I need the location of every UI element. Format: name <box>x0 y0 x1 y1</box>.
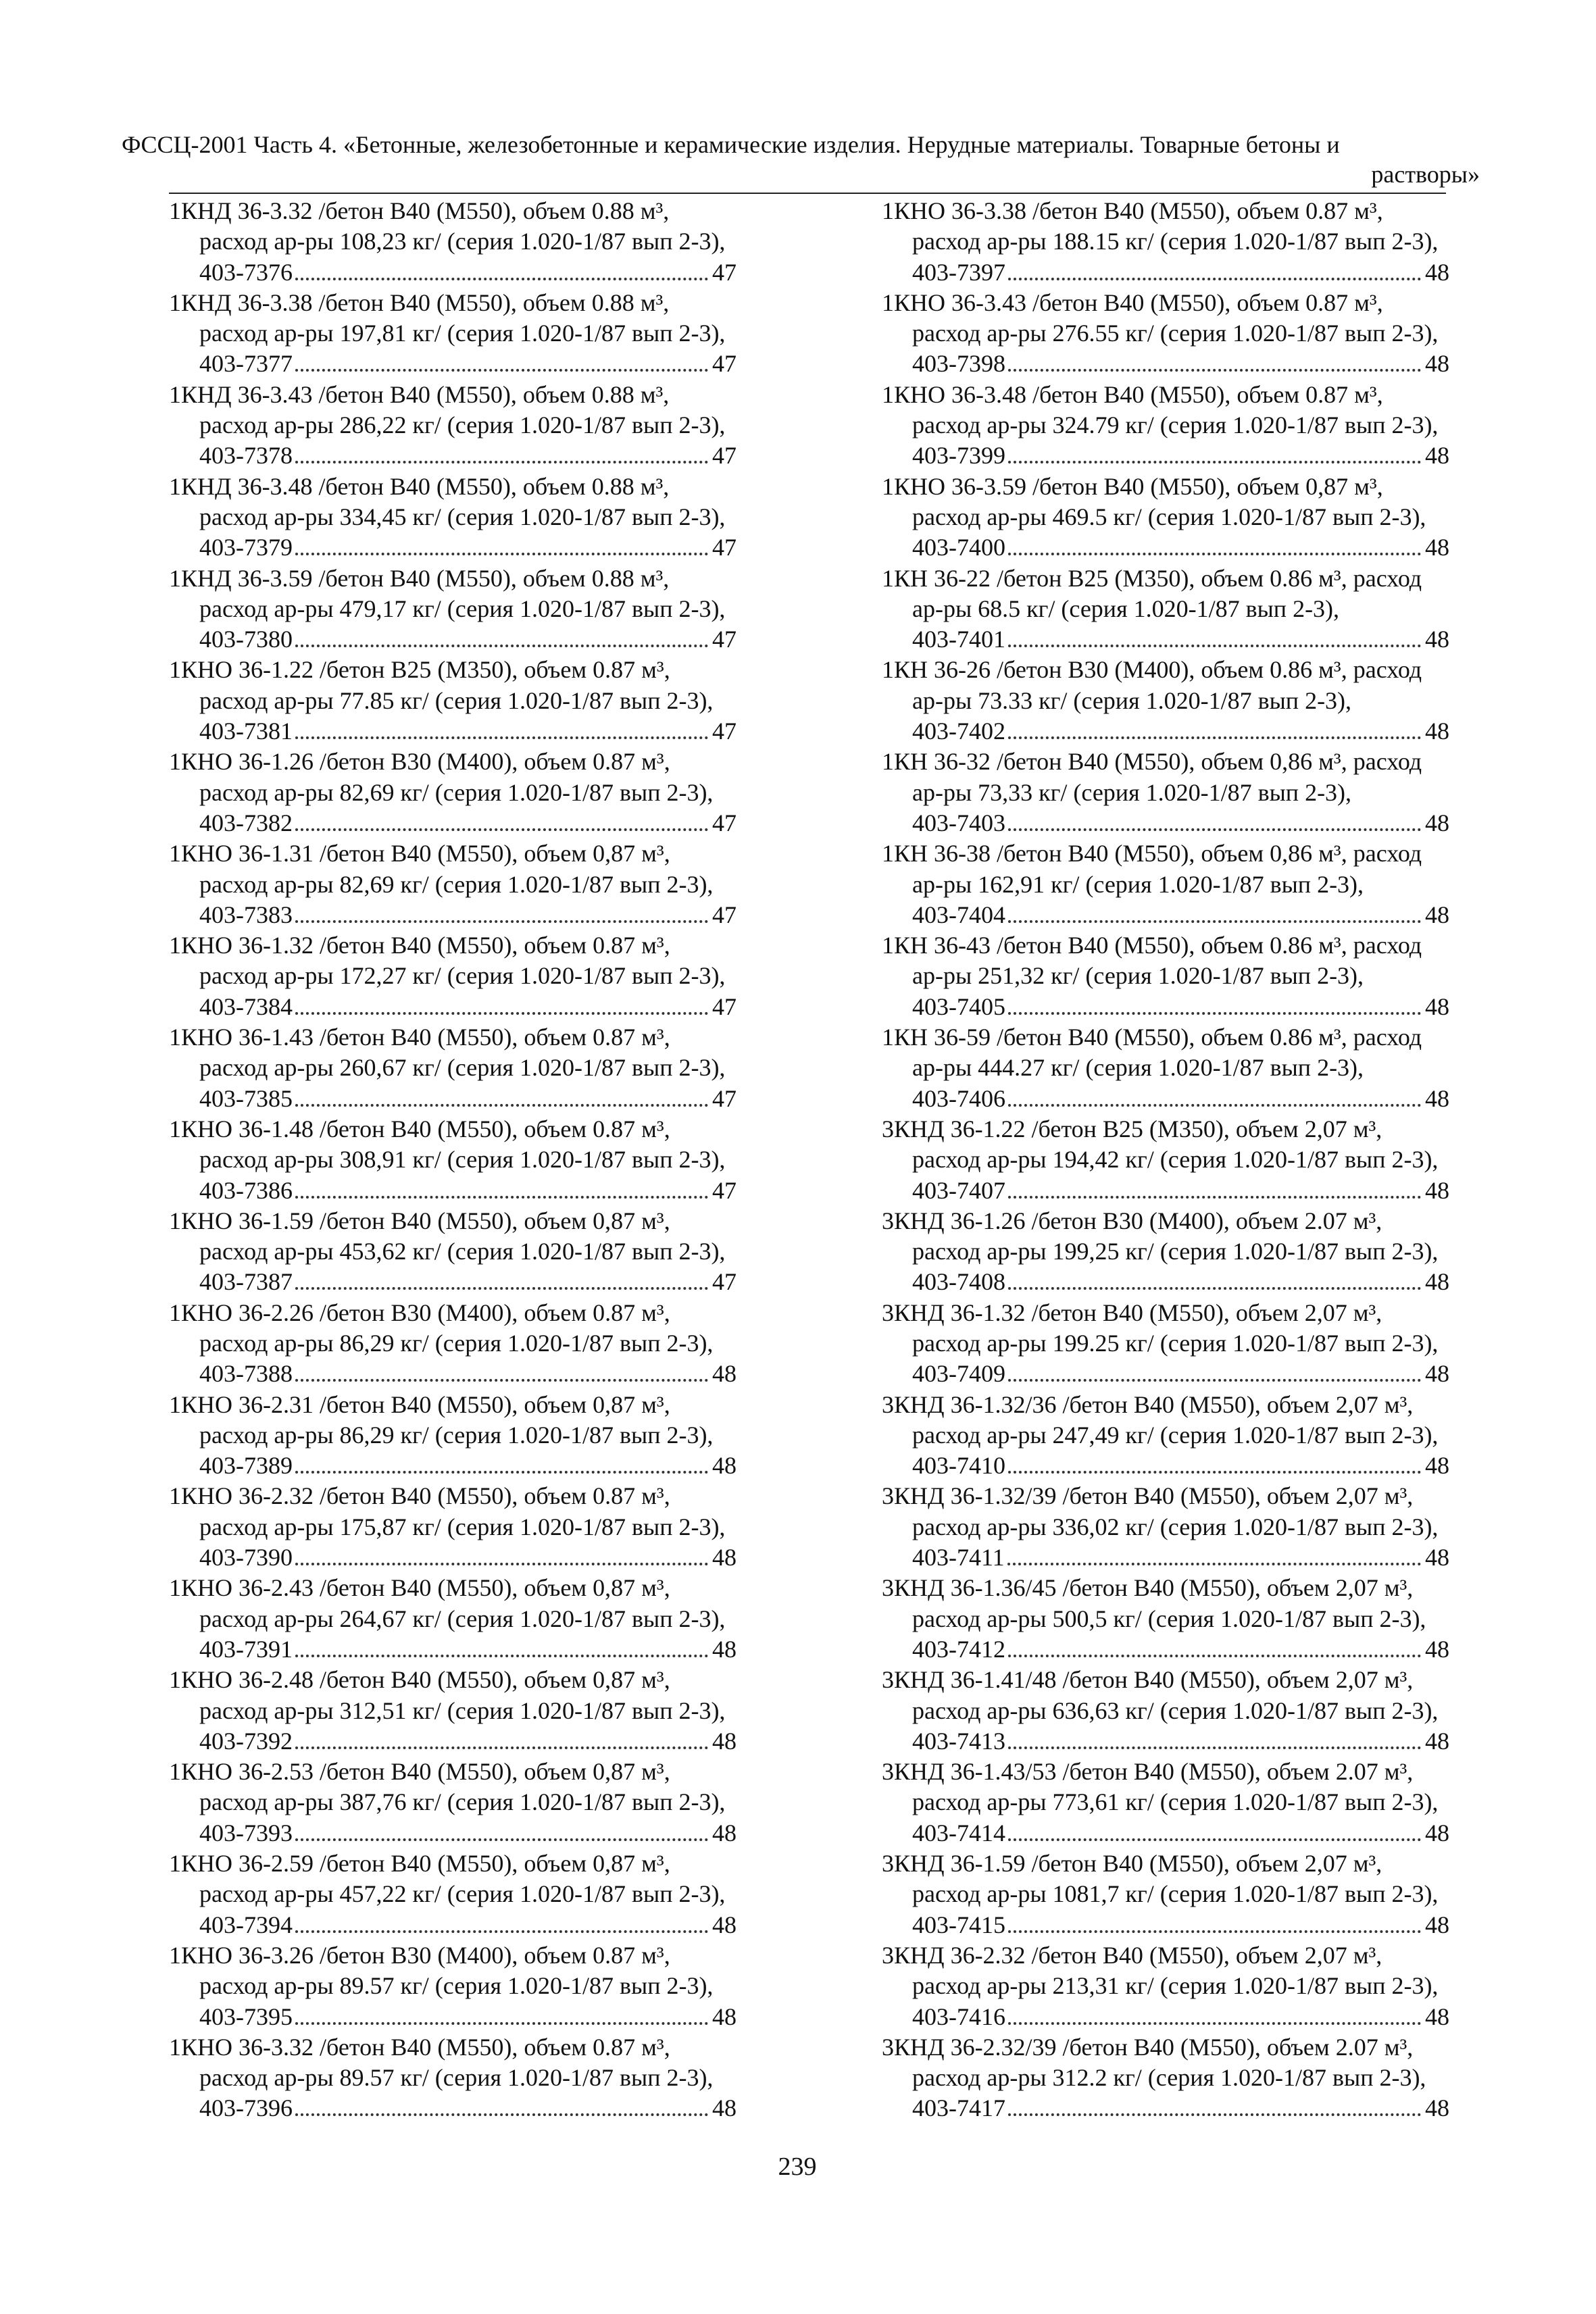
entry-description: 1КНД 36-3.32 /бетон В40 (М550), объем 0.88 м³, расход ар-ры 108,23 кг/ (серия 1.020-1/87 вып 2-3), <box>169 197 726 255</box>
entry-description: 3КНД 36-1.43/53 /бетон В40 (М550), объем 2.07 м³, расход ар-ры 773,61 кг/ (серия 1.020-1/87 вып 2-3), <box>882 1758 1439 1816</box>
header-title-line-1: ФССЦ-2001 Часть 4. «Бетонные, железобетонные и керамические изделия. Нерудные материалы. Товарные бетоны и <box>122 131 1340 158</box>
entry-description: 1КНО 36-1.31 /бетон В40 (М550), объем 0,87 м³, расход ар-ры 82,69 кг/ (серия 1.020-1/87 вып 2-3), <box>169 840 714 898</box>
entry-code: 403-7390 <box>199 1544 293 1571</box>
entry-description: 1КНО 36-1.32 /бетон В40 (М550), объем 0.87 м³, расход ар-ры 172,27 кг/ (серия 1.020-1/87 вып 2-3), <box>169 932 726 990</box>
dot-leader <box>295 1287 708 1290</box>
entry-reference-line <box>882 532 1449 563</box>
entry-reference-line <box>169 257 737 288</box>
entry-code: 403-7397 <box>912 258 1005 286</box>
entry-code: 403-7394 <box>199 1911 293 1938</box>
entry-page-ref: 47 <box>712 1176 737 1204</box>
entry-reference-line <box>169 2093 737 2123</box>
entry-reference-line <box>169 1084 737 1114</box>
index-entry <box>169 472 737 563</box>
entry-code: 403-7404 <box>912 901 1005 928</box>
entry-code: 403-7403 <box>912 809 1005 836</box>
entry-page-ref: 48 <box>712 1635 737 1663</box>
entry-code: 403-7416 <box>912 2003 1005 2030</box>
header-rule <box>169 193 1446 194</box>
entry-reference-line <box>882 992 1449 1022</box>
entry-code: 403-7412 <box>912 1635 1005 1663</box>
index-entry <box>169 288 737 380</box>
entry-description: 3КНД 36-1.59 /бетон В40 (М550), объем 2,07 м³, расход ар-ры 1081,7 кг/ (серия 1.020-1/87 вып 2-3), <box>882 1850 1439 1908</box>
dot-leader <box>1008 828 1421 831</box>
entry-reference-line <box>169 624 737 655</box>
entry-code: 403-7382 <box>199 809 293 836</box>
dot-leader <box>1008 461 1421 463</box>
entry-code: 403-7398 <box>912 350 1005 378</box>
entry-page-ref: 48 <box>1425 442 1449 470</box>
entry-reference-line <box>169 1267 737 1297</box>
entry-reference-line <box>882 624 1449 655</box>
entry-page-ref: 47 <box>712 534 737 561</box>
entry-description: 1КНД 36-3.59 /бетон В40 (М550), объем 0.88 м³, расход ар-ры 479,17 кг/ (серия 1.020-1/87 вып 2-3), <box>169 564 726 622</box>
index-entry <box>882 2032 1449 2124</box>
entry-reference-line <box>882 1451 1449 1481</box>
entry-page-ref: 47 <box>712 992 737 1020</box>
entry-code: 403-7385 <box>199 1084 293 1112</box>
dot-leader <box>1008 1196 1421 1199</box>
entry-reference-line <box>882 1818 1449 1848</box>
entry-reference-line <box>882 441 1449 471</box>
entry-description: 1КНО 36-2.31 /бетон В40 (М550), объем 0,87 м³, расход ар-ры 86,29 кг/ (серия 1.020-1/87 вып 2-3), <box>169 1390 714 1449</box>
entry-reference-line <box>169 1818 737 1848</box>
entry-code: 403-7395 <box>199 2003 293 2030</box>
dot-leader <box>295 1196 708 1199</box>
entry-page-ref: 47 <box>712 1268 737 1296</box>
dot-leader <box>1008 1838 1421 1841</box>
index-entry <box>169 1848 737 1940</box>
dot-leader <box>295 1012 708 1015</box>
entry-description: 3КНД 36-1.32/36 /бетон В40 (М550), объем 2,07 м³, расход ар-ры 247,49 кг/ (серия 1.020-1/87 вып 2-3), <box>882 1390 1439 1449</box>
dot-leader <box>295 1746 708 1749</box>
entry-reference-line <box>169 1176 737 1206</box>
index-entry <box>169 1940 737 2032</box>
index-entry <box>169 1206 737 1298</box>
entry-description: 1КНД 36-3.48 /бетон В40 (М550), объем 0.88 м³, расход ар-ры 334,45 кг/ (серия 1.020-1/87 вып 2-3), <box>169 472 726 530</box>
index-entry <box>882 1665 1449 1757</box>
entry-reference-line <box>169 1359 737 1389</box>
entry-code: 403-7381 <box>199 718 293 745</box>
entry-code: 403-7380 <box>199 626 293 653</box>
dot-leader <box>295 736 708 739</box>
index-entry <box>169 1114 737 1206</box>
dot-leader <box>295 278 708 280</box>
index-entry <box>169 747 737 838</box>
entry-page-ref: 47 <box>712 809 737 836</box>
entry-code: 403-7386 <box>199 1176 293 1204</box>
index-entry <box>882 288 1449 380</box>
entry-page-ref: 48 <box>1425 809 1449 836</box>
entry-reference-line <box>882 2002 1449 2032</box>
dot-leader <box>1008 1930 1421 1933</box>
entry-reference-line <box>882 1084 1449 1114</box>
entry-code: 403-7396 <box>199 2094 293 2122</box>
index-entry <box>169 1481 737 1573</box>
index-entry <box>169 838 737 930</box>
entry-description: 1КН 36-22 /бетон В25 (М350), объем 0.86 м³, расход ар-ры 68.5 кг/ (серия 1.020-1/87 вып 2-3), <box>882 564 1422 622</box>
dot-leader <box>1008 2022 1421 2025</box>
entry-description: 1КНД 36-3.38 /бетон В40 (М550), объем 0.88 м³, расход ар-ры 197,81 кг/ (серия 1.020-1/87 вып 2-3), <box>169 288 726 347</box>
index-entry <box>882 838 1449 930</box>
entry-reference-line <box>882 716 1449 747</box>
entry-reference-line <box>882 1176 1449 1206</box>
dot-leader <box>1008 1104 1421 1107</box>
entry-code: 403-7411 <box>912 1544 1005 1571</box>
entry-code: 403-7407 <box>912 1176 1005 1204</box>
index-entry <box>882 1940 1449 2032</box>
index-entry <box>882 1390 1449 1482</box>
dot-leader <box>1008 920 1421 923</box>
entry-description: 1КНО 36-3.43 /бетон В40 (М550), объем 0.87 м³, расход ар-ры 276.55 кг/ (серия 1.020-1/87 вып 2-3), <box>882 288 1439 347</box>
entry-description: 1КН 36-43 /бетон В40 (М550), объем 0.86 м³, расход ар-ры 251,32 кг/ (серия 1.020-1/87 вып 2-3), <box>882 932 1422 990</box>
entry-page-ref: 48 <box>1425 258 1449 286</box>
entry-description: 1КНО 36-3.48 /бетон В40 (М550), объем 0.87 м³, расход ар-ры 324.79 кг/ (серия 1.020-1/87 вып 2-3), <box>882 380 1439 439</box>
entry-page-ref: 48 <box>712 2094 737 2122</box>
index-entry <box>882 1298 1449 1390</box>
entry-code: 403-7417 <box>912 2094 1005 2122</box>
entry-code: 403-7414 <box>912 1819 1005 1846</box>
entry-page-ref: 48 <box>1425 350 1449 378</box>
index-entry <box>169 930 737 1022</box>
entry-page-ref: 47 <box>712 258 737 286</box>
entry-page-ref: 48 <box>1425 626 1449 653</box>
entry-description: 1КНО 36-3.38 /бетон В40 (М550), объем 0.87 м³, расход ар-ры 188.15 кг/ (серия 1.020-1/87 вып 2-3), <box>882 197 1439 255</box>
entry-code: 403-7409 <box>912 1360 1005 1388</box>
entry-code: 403-7379 <box>199 534 293 561</box>
entry-page-ref: 48 <box>712 1911 737 1938</box>
entry-page-ref: 48 <box>1425 1176 1449 1204</box>
entry-page-ref: 48 <box>1425 1635 1449 1663</box>
dot-leader <box>295 553 708 555</box>
index-entry <box>882 1848 1449 1940</box>
entry-description: 1КНО 36-2.53 /бетон В40 (М550), объем 0,87 м³, расход ар-ры 387,76 кг/ (серия 1.020-1/87 вып 2-3), <box>169 1758 726 1816</box>
entry-code: 403-7402 <box>912 718 1005 745</box>
index-entry <box>169 1390 737 1482</box>
entry-page-ref: 47 <box>712 1084 737 1112</box>
entry-description: 1КНО 36-1.26 /бетон В30 (М400), объем 0.87 м³, расход ар-ры 82,69 кг/ (серия 1.020-1/87 вып 2-3), <box>169 748 714 806</box>
entry-page-ref: 48 <box>1425 1268 1449 1296</box>
entry-page-ref: 47 <box>712 350 737 378</box>
entry-description: 1КНО 36-3.59 /бетон В40 (М550), объем 0,87 м³, расход ар-ры 469.5 кг/ (серия 1.020-1/87 вып 2-3), <box>882 472 1426 530</box>
dot-leader <box>295 2022 708 2025</box>
entry-page-ref: 48 <box>1425 1727 1449 1755</box>
entry-reference-line <box>882 349 1449 379</box>
entry-reference-line <box>882 1542 1449 1573</box>
entry-description: 3КНД 36-2.32 /бетон В40 (М550), объем 2,07 м³, расход ар-ры 213,31 кг/ (серия 1.020-1/87 вып 2-3), <box>882 1941 1439 2000</box>
dot-leader <box>295 461 708 463</box>
entry-reference-line <box>882 1634 1449 1665</box>
entry-page-ref: 48 <box>1425 901 1449 928</box>
index-entry <box>882 1114 1449 1206</box>
index-entry <box>882 1573 1449 1665</box>
index-entry <box>882 1206 1449 1298</box>
index-entry <box>882 1757 1449 1848</box>
entry-description: 3КНД 36-1.26 /бетон В30 (М400), объем 2.07 м³, расход ар-ры 199,25 кг/ (серия 1.020-1/87 вып 2-3), <box>882 1207 1439 1265</box>
entry-reference-line <box>882 257 1449 288</box>
entry-description: 1КНО 36-1.22 /бетон В25 (М350), объем 0.87 м³, расход ар-ры 77.85 кг/ (серия 1.020-1/87 вып 2-3), <box>169 656 714 714</box>
entry-code: 403-7400 <box>912 534 1005 561</box>
dot-leader <box>295 1930 708 1933</box>
index-entry <box>169 563 737 655</box>
dot-leader <box>295 920 708 923</box>
entry-code: 403-7378 <box>199 442 293 470</box>
dot-leader <box>1008 1012 1421 1015</box>
dot-leader <box>295 369 708 372</box>
index-entry <box>882 472 1449 563</box>
index-entry <box>169 1665 737 1757</box>
entry-description: 1КНО 36-2.43 /бетон В40 (М550), объем 0,87 м³, расход ар-ры 264,67 кг/ (серия 1.020-1/87 вып 2-3), <box>169 1574 726 1632</box>
entry-reference-line <box>169 1634 737 1665</box>
entry-page-ref: 48 <box>1425 2094 1449 2122</box>
index-entry <box>882 563 1449 655</box>
entry-description: 3КНД 36-1.32/39 /бетон В40 (М550), объем 2,07 м³, расход ар-ры 336,02 кг/ (серия 1.020-1/87 вып 2-3), <box>882 1482 1439 1540</box>
entry-reference-line <box>169 900 737 930</box>
entry-code: 403-7392 <box>199 1727 293 1755</box>
entry-reference-line <box>169 1542 737 1573</box>
entry-code: 403-7406 <box>912 1084 1005 1112</box>
dot-leader <box>295 828 708 831</box>
entry-reference-line <box>169 1726 737 1757</box>
entry-description: 1КНО 36-2.32 /бетон В40 (М550), объем 0.87 м³, расход ар-ры 175,87 кг/ (серия 1.020-1/87 вып 2-3), <box>169 1482 726 1540</box>
entry-reference-line <box>882 808 1449 838</box>
index-entry <box>169 1298 737 1390</box>
index-entry <box>169 1757 737 1848</box>
entry-description: 1КНО 36-1.43 /бетон В40 (М550), объем 0.87 м³, расход ар-ры 260,67 кг/ (серия 1.020-1/87 вып 2-3), <box>169 1024 726 1082</box>
entry-reference-line <box>169 1910 737 1940</box>
entry-description: 1КН 36-26 /бетон В30 (М400), объем 0.86 м³, расход ар-ры 73.33 кг/ (серия 1.020-1/87 вып 2-3), <box>882 656 1422 714</box>
index-entry <box>882 196 1449 288</box>
index-entry <box>169 1573 737 1665</box>
entry-code: 403-7387 <box>199 1268 293 1296</box>
entry-reference-line <box>882 1267 1449 1297</box>
entry-code: 403-7384 <box>199 992 293 1020</box>
dot-leader <box>1008 278 1421 280</box>
dot-leader <box>1008 1379 1421 1382</box>
index-entry <box>169 380 737 472</box>
entry-page-ref: 48 <box>712 1360 737 1388</box>
entry-page-ref: 48 <box>712 1544 737 1571</box>
entry-page-ref: 48 <box>1425 1084 1449 1112</box>
entry-code: 403-7376 <box>199 258 293 286</box>
entry-code: 403-7413 <box>912 1727 1005 1755</box>
dot-leader <box>1008 553 1421 555</box>
dot-leader <box>295 1471 708 1474</box>
index-entry <box>169 655 737 747</box>
entry-page-ref: 47 <box>712 626 737 653</box>
entry-page-ref: 48 <box>1425 1911 1449 1938</box>
entry-page-ref: 48 <box>712 1819 737 1846</box>
index-entry <box>169 1022 737 1114</box>
page-number: 239 <box>778 2153 817 2181</box>
entry-page-ref: 48 <box>712 2003 737 2030</box>
entry-description: 3КНД 36-1.22 /бетон В25 (М350), объем 2,07 м³, расход ар-ры 194,42 кг/ (серия 1.020-1/87 вып 2-3), <box>882 1115 1439 1174</box>
dot-leader <box>295 1379 708 1382</box>
entry-reference-line <box>882 1910 1449 1940</box>
entry-page-ref: 47 <box>712 442 737 470</box>
header-title-line-2: растворы» <box>1371 161 1480 188</box>
entry-code: 403-7391 <box>199 1635 293 1663</box>
entry-code: 403-7389 <box>199 1452 293 1480</box>
entry-code: 403-7383 <box>199 901 293 928</box>
entry-description: 3КНД 36-2.32/39 /бетон В40 (М550), объем 2.07 м³, расход ар-ры 312.2 кг/ (серия 1.020-1/87 вып 2-3), <box>882 2033 1426 2092</box>
index-entry <box>882 1022 1449 1114</box>
entry-description: 3КНД 36-1.36/45 /бетон В40 (М550), объем 2,07 м³, расход ар-ры 500,5 кг/ (серия 1.020-1/87 вып 2-3), <box>882 1574 1426 1632</box>
entry-description: 1КНО 36-3.26 /бетон В30 (М400), объем 0.87 м³, расход ар-ры 89.57 кг/ (серия 1.020-1/87 вып 2-3), <box>169 1941 714 2000</box>
dot-leader <box>295 645 708 647</box>
dot-leader <box>1008 645 1421 647</box>
dot-leader <box>1008 369 1421 372</box>
entry-code: 403-7410 <box>912 1452 1005 1480</box>
entry-page-ref: 48 <box>1425 992 1449 1020</box>
entry-page-ref: 48 <box>1425 1452 1449 1480</box>
entry-code: 403-7393 <box>199 1819 293 1846</box>
index-column-right <box>882 196 1449 2124</box>
entry-page-ref: 48 <box>712 1727 737 1755</box>
entry-reference-line <box>169 808 737 838</box>
dot-leader <box>295 1655 708 1657</box>
dot-leader <box>1008 1471 1421 1474</box>
entry-code: 403-7405 <box>912 992 1005 1020</box>
entry-reference-line <box>169 1451 737 1481</box>
entry-reference-line <box>169 349 737 379</box>
entry-page-ref: 48 <box>1425 1819 1449 1846</box>
entry-reference-line <box>169 992 737 1022</box>
entry-reference-line <box>882 900 1449 930</box>
entry-reference-line <box>882 1726 1449 1757</box>
entry-page-ref: 48 <box>712 1452 737 1480</box>
index-entry <box>882 1481 1449 1573</box>
entry-description: 1КНО 36-1.48 /бетон В40 (М550), объем 0.87 м³, расход ар-ры 308,91 кг/ (серия 1.020-1/87 вып 2-3), <box>169 1115 726 1174</box>
entry-reference-line <box>882 1359 1449 1389</box>
index-column-left <box>169 196 737 2124</box>
index-entry <box>169 196 737 288</box>
entry-description: 1КНО 36-1.59 /бетон В40 (М550), объем 0,87 м³, расход ар-ры 453,62 кг/ (серия 1.020-1/87 вып 2-3), <box>169 1207 726 1265</box>
entry-code: 403-7415 <box>912 1911 1005 1938</box>
dot-leader <box>1008 1287 1421 1290</box>
index-entry <box>882 380 1449 472</box>
entry-description: 1КНО 36-2.48 /бетон В40 (М550), объем 0,87 м³, расход ар-ры 312,51 кг/ (серия 1.020-1/87 вып 2-3), <box>169 1666 726 1724</box>
entry-reference-line <box>882 2093 1449 2123</box>
entry-description: 3КНД 36-1.32 /бетон В40 (М550), объем 2,07 м³, расход ар-ры 199.25 кг/ (серия 1.020-1/87 вып 2-3), <box>882 1299 1439 1357</box>
dot-leader <box>1007 1563 1421 1565</box>
index-entry <box>169 2032 737 2124</box>
entry-code: 403-7377 <box>199 350 293 378</box>
entry-description: 1КН 36-32 /бетон В40 (М550), объем 0,86 м³, расход ар-ры 73,33 кг/ (серия 1.020-1/87 вып 2-3), <box>882 748 1422 806</box>
entry-page-ref: 48 <box>1425 2003 1449 2030</box>
entry-description: 1КНО 36-3.32 /бетон В40 (М550), объем 0.87 м³, расход ар-ры 89.57 кг/ (серия 1.020-1/87 вып 2-3), <box>169 2033 714 2092</box>
entry-code: 403-7408 <box>912 1268 1005 1296</box>
dot-leader <box>295 2113 708 2116</box>
entry-code: 403-7388 <box>199 1360 293 1388</box>
entry-page-ref: 47 <box>712 901 737 928</box>
dot-leader <box>1008 1746 1421 1749</box>
entry-page-ref: 48 <box>1425 718 1449 745</box>
running-header <box>122 130 1480 189</box>
entry-description: 1КНД 36-3.43 /бетон В40 (М550), объем 0.88 м³, расход ар-ры 286,22 кг/ (серия 1.020-1/87 вып 2-3), <box>169 380 726 439</box>
entry-description: 1КН 36-38 /бетон В40 (М550), объем 0,86 м³, расход ар-ры 162,91 кг/ (серия 1.020-1/87 вып 2-3), <box>882 840 1422 898</box>
entry-page-ref: 47 <box>712 718 737 745</box>
dot-leader <box>295 1104 708 1107</box>
entry-code: 403-7401 <box>912 626 1005 653</box>
entry-reference-line <box>169 532 737 563</box>
entry-reference-line <box>169 441 737 471</box>
dot-leader <box>1008 2113 1421 2116</box>
entry-reference-line <box>169 2002 737 2032</box>
dot-leader <box>1008 1655 1421 1657</box>
entry-description: 3КНД 36-1.41/48 /бетон В40 (М550), объем 2,07 м³, расход ар-ры 636,63 кг/ (серия 1.020-1/87 вып 2-3), <box>882 1666 1439 1724</box>
entry-page-ref: 48 <box>1425 534 1449 561</box>
entry-page-ref: 48 <box>1425 1544 1449 1571</box>
dot-leader <box>295 1563 708 1565</box>
entry-reference-line <box>169 716 737 747</box>
dot-leader <box>295 1838 708 1841</box>
entry-description: 1КНО 36-2.59 /бетон В40 (М550), объем 0,87 м³, расход ар-ры 457,22 кг/ (серия 1.020-1/87 вып 2-3), <box>169 1850 726 1908</box>
entry-page-ref: 48 <box>1425 1360 1449 1388</box>
entry-description: 1КНО 36-2.26 /бетон В30 (М400), объем 0.87 м³, расход ар-ры 86,29 кг/ (серия 1.020-1/87 вып 2-3), <box>169 1299 714 1357</box>
entry-code: 403-7399 <box>912 442 1005 470</box>
index-entry <box>882 747 1449 838</box>
index-entry <box>882 655 1449 747</box>
dot-leader <box>1008 736 1421 739</box>
entry-description: 1КН 36-59 /бетон В40 (М550), объем 0.86 м³, расход ар-ры 444.27 кг/ (серия 1.020-1/87 вып 2-3), <box>882 1024 1422 1082</box>
index-entry <box>882 930 1449 1022</box>
